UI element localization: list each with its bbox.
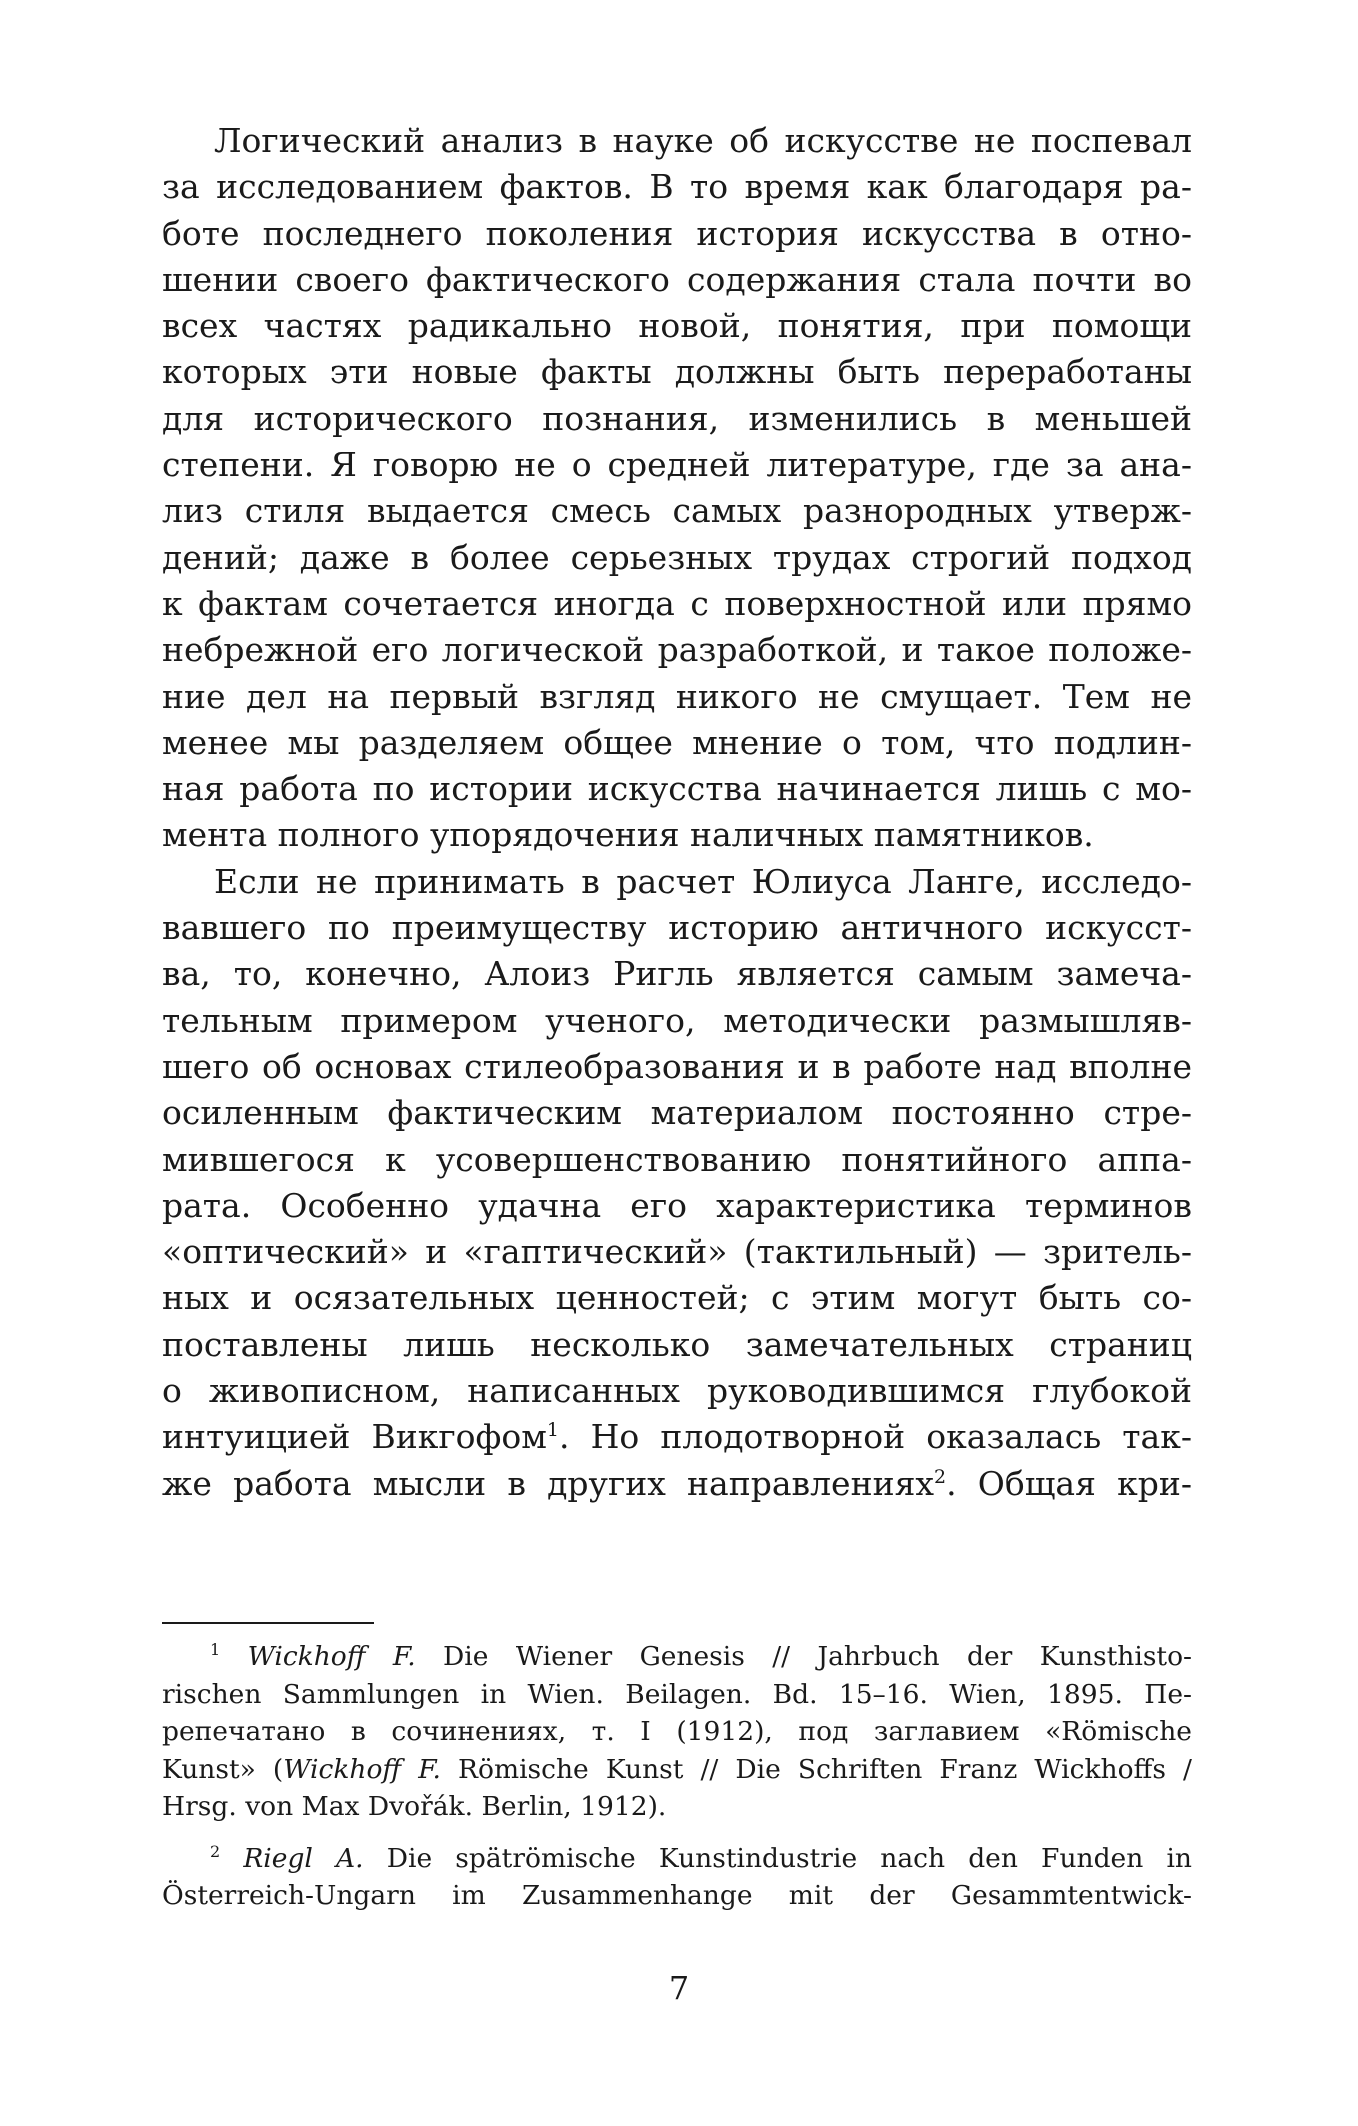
paragraph-2-line: ных и осязательных ценностей; с этим могут быть со- [162, 1278, 1192, 1318]
paragraph-1-line: всех частях радикально новой, понятия, при помощи [162, 306, 1192, 346]
footnote-2-number: 2 [210, 1841, 221, 1861]
line-text: . Но плодотворной оказалась так- [559, 1417, 1192, 1457]
footnote-2-line: Österreich-Ungarn im Zusammenhange mit der Gesammtentwick- [162, 1880, 1192, 1911]
footnote-text: Die spätrömische Kunstindustrie nach den Funden in [363, 1842, 1192, 1874]
paragraph-2-line: шего об основах стилеобразования и в работе над вполне [162, 1046, 1192, 1086]
paragraph-1-line: которых эти новые факты должны быть переработаны [162, 352, 1192, 392]
paragraph-1-line: для исторического познания, изменились в меньшей [162, 398, 1192, 438]
page-number: 7 [668, 1969, 690, 2007]
line-text: . Общая кри- [946, 1463, 1192, 1503]
footnote-2-author: Riegl A. [243, 1842, 364, 1874]
footnotes [162, 1638, 1192, 1915]
paragraph-1-line: ние дел на первый взгляд никого не смущает. Тем не [162, 676, 1192, 716]
paragraph-2-line [162, 1414, 1192, 1460]
paragraph-1-line: за исследованием фактов. В то время как благодаря ра- [162, 167, 1192, 207]
footnote-1-line [162, 1638, 1192, 1676]
paragraph-1-line: боте последнего поколения история искусства в отно- [162, 213, 1192, 253]
footnote-1-number: 1 [210, 1640, 221, 1660]
paragraph-2-line: осиленным фактическим материалом постоянно стре- [162, 1093, 1192, 1133]
footnote-1-line: репечатано в сочинениях, т. I (1912), под заглавием «Römische [162, 1716, 1192, 1747]
paragraph-2-line: вавшего по преимуществу историю античного искусст- [162, 908, 1192, 948]
paragraph-1-line: мента полного упорядочения наличных памятников. [162, 815, 1094, 855]
footnote-1-line [162, 1751, 1192, 1789]
paragraph-1-line: менее мы разделяем общее мнение о том, что подлин- [162, 722, 1192, 762]
paragraph-2-line: мившегося к усовершенствованию понятийного аппа- [162, 1139, 1192, 1179]
footnote-text: Kunst» ( [162, 1753, 284, 1785]
paragraph-1-line: Логический анализ в науке об искусстве не поспевал [214, 121, 1192, 160]
footnote-ref-1[interactable]: 1 [546, 1419, 560, 1442]
paragraph-2-line: «оптический» и «гаптический» (тактильный) — зритель- [162, 1232, 1192, 1272]
footnote-divider [162, 1622, 374, 1624]
line-text: интуицией Викгофом [162, 1417, 547, 1457]
footnote-text: Die Wiener Genesis // Jahrbuch der Kunsthisto- [415, 1641, 1192, 1672]
main-text [162, 118, 1192, 1507]
footnote-text: Römische Kunst // Die Schriften Franz Wickhoffs / [440, 1753, 1192, 1785]
footnote-1-author-repeat: Wickhoff F. [283, 1753, 441, 1785]
paragraph-2-line: Если не принимать в расчет Юлиуса Ланге, исследо- [214, 861, 1192, 901]
paragraph-1-line: небрежной его логической разработкой, и такое положе- [162, 630, 1192, 670]
paragraph-2-line: рата. Особенно удачна его характеристика терминов [162, 1185, 1192, 1225]
paragraph-2-line: о живописном, написанных руководившимся глубокой [162, 1371, 1192, 1411]
line-text: же работа мысли в других направлениях [162, 1463, 935, 1503]
paragraph-2-line: тельным примером ученого, методически размышляв- [162, 1000, 1192, 1040]
footnote-1-line: rischen Sammlungen in Wien. Beilagen. Bd. 15–16. Wien, 1895. Пе- [162, 1678, 1192, 1710]
paragraph-1-line: ная работа по истории искусства начинается лишь с мо- [162, 769, 1192, 809]
paragraph-1-line: степени. Я говорю не о средней литературе, где за ана- [162, 445, 1192, 485]
footnote-2-line [162, 1840, 1192, 1878]
paragraph-1-line: шении своего фактического содержания стала почти во [162, 259, 1192, 299]
paragraph-2-line: поставлены лишь несколько замечательных страниц [162, 1324, 1192, 1364]
paragraph-1-line: лиз стиля выдается смесь самых разнородных утверж- [162, 491, 1192, 531]
paragraph-1-line: дений; даже в более серьезных трудах строгий подход [162, 537, 1192, 577]
footnote-1-author: Wickhoff F. [247, 1641, 416, 1672]
footnote-1-line: Hrsg. von Max Dvořák. Berlin, 1912). [162, 1791, 667, 1822]
footnote-ref-2[interactable]: 2 [934, 1465, 947, 1488]
paragraph-2-line [162, 1461, 1192, 1507]
paragraph-2-line: ва, то, конечно, Алоиз Ригль является самым замеча- [162, 954, 1192, 994]
paragraph-1-line: к фактам сочетается иногда с поверхностной или прямо [162, 583, 1192, 623]
